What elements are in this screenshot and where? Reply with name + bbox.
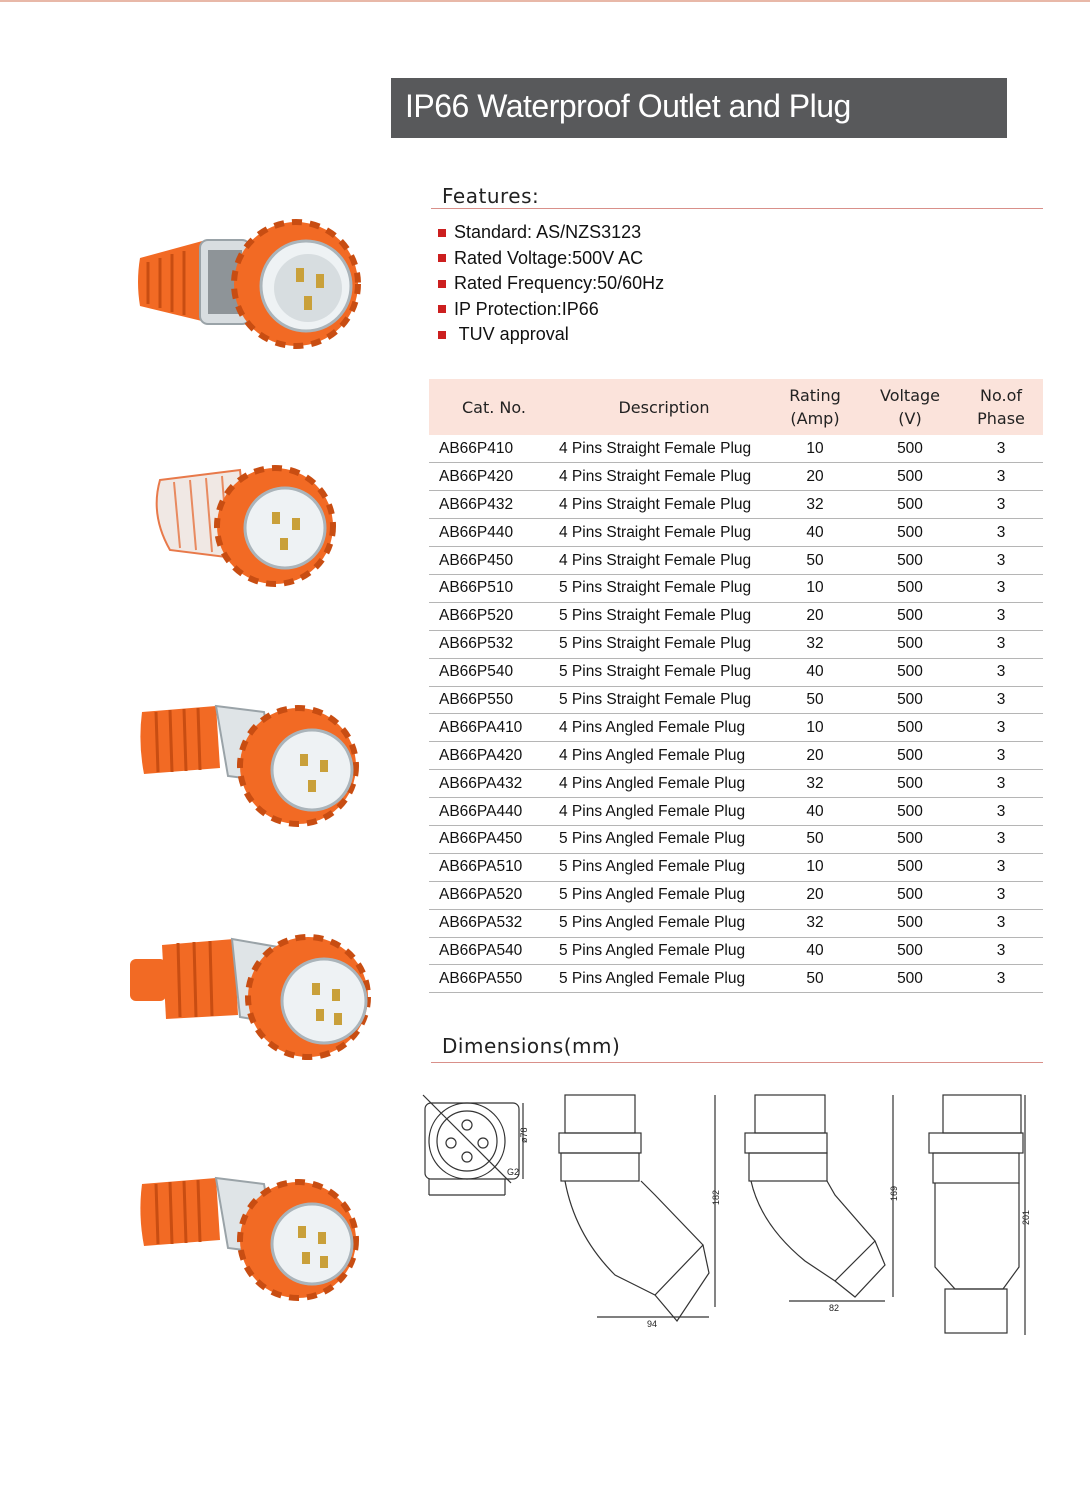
cell-description: 4 Pins Angled Female Plug [559, 770, 769, 798]
feature-item: IP Protection:IP66 [438, 297, 664, 323]
table-header-row [429, 379, 1043, 435]
cell-phase: 3 [959, 491, 1043, 519]
cell-description: 4 Pins Straight Female Plug [559, 547, 769, 575]
table-row [429, 770, 1043, 798]
dim-label-h2: 169 [889, 1185, 899, 1201]
feature-item: TUV approval [438, 322, 664, 348]
dimensions-heading: Dimensions(mm) [442, 1034, 621, 1058]
cell-voltage: 500 [861, 937, 959, 965]
cell-cat-no: AB66PA420 [429, 742, 559, 770]
cell-rating: 40 [769, 798, 861, 826]
table-row [429, 547, 1043, 575]
table-row [429, 825, 1043, 853]
cell-description: 5 Pins Angled Female Plug [559, 825, 769, 853]
table-row [429, 658, 1043, 686]
angled-plug-photo-icon [140, 706, 356, 824]
table-row [429, 686, 1043, 714]
cell-cat-no: AB66PA410 [429, 714, 559, 742]
table-row [429, 714, 1043, 742]
top-border-line [0, 0, 1090, 2]
bullet-square-icon [438, 305, 446, 313]
cell-description: 5 Pins Angled Female Plug [559, 853, 769, 881]
feature-item: Standard: AS/NZS3123 [438, 220, 664, 246]
cell-description: 5 Pins Straight Female Plug [559, 630, 769, 658]
cell-cat-no: AB66P432 [429, 491, 559, 519]
table-row [429, 519, 1043, 547]
cell-phase: 3 [959, 937, 1043, 965]
cell-rating: 32 [769, 491, 861, 519]
cell-rating: 10 [769, 574, 861, 602]
product-photo-2 [150, 460, 340, 590]
table-row [429, 630, 1043, 658]
front-view-drawing [423, 1095, 523, 1195]
cell-phase: 3 [959, 602, 1043, 630]
cell-cat-no: AB66PA540 [429, 937, 559, 965]
cell-rating: 20 [769, 742, 861, 770]
straight-plug-photo-icon [138, 222, 358, 346]
cell-cat-no: AB66P532 [429, 630, 559, 658]
spec-table [429, 379, 1043, 993]
cell-description: 5 Pins Straight Female Plug [559, 602, 769, 630]
col-rating: Rating (Amp) [789, 386, 841, 428]
cell-cat-no: AB66P510 [429, 574, 559, 602]
cell-cat-no: AB66PA432 [429, 770, 559, 798]
cell-description: 5 Pins Angled Female Plug [559, 965, 769, 993]
table-row [429, 909, 1043, 937]
table-row [429, 742, 1043, 770]
cell-description: 4 Pins Straight Female Plug [559, 491, 769, 519]
cell-cat-no: AB66P440 [429, 519, 559, 547]
bullet-square-icon [438, 254, 446, 262]
table-row [429, 435, 1043, 463]
cell-phase: 3 [959, 519, 1043, 547]
bullet-square-icon [438, 229, 446, 237]
cell-description: 5 Pins Straight Female Plug [559, 574, 769, 602]
cell-description: 5 Pins Angled Female Plug [559, 937, 769, 965]
cell-description: 5 Pins Angled Female Plug [559, 909, 769, 937]
cell-cat-no: AB66P420 [429, 463, 559, 491]
side-view-2-drawing [745, 1095, 893, 1301]
cell-description: 4 Pins Straight Female Plug [559, 435, 769, 463]
table-row [429, 574, 1043, 602]
dim-label-h1: 182 [711, 1189, 721, 1205]
cell-rating: 10 [769, 714, 861, 742]
dimension-drawing [415, 1085, 1045, 1345]
cell-voltage: 500 [861, 547, 959, 575]
product-photo-3 [136, 698, 364, 828]
product-photo-4 [128, 933, 376, 1061]
cell-rating: 40 [769, 658, 861, 686]
cell-rating: 20 [769, 463, 861, 491]
cell-cat-no: AB66PA450 [429, 825, 559, 853]
cell-voltage: 500 [861, 658, 959, 686]
cell-rating: 50 [769, 547, 861, 575]
cell-phase: 3 [959, 770, 1043, 798]
cell-cat-no: AB66P410 [429, 435, 559, 463]
cell-voltage: 500 [861, 825, 959, 853]
cell-phase: 3 [959, 909, 1043, 937]
cell-voltage: 500 [861, 463, 959, 491]
cell-cat-no: AB66PA440 [429, 798, 559, 826]
cell-phase: 3 [959, 742, 1043, 770]
feature-item: Rated Frequency:50/60Hz [438, 271, 664, 297]
cell-voltage: 500 [861, 742, 959, 770]
cell-voltage: 500 [861, 909, 959, 937]
table-row [429, 881, 1043, 909]
cell-cat-no: AB66P550 [429, 686, 559, 714]
cell-description: 4 Pins Straight Female Plug [559, 519, 769, 547]
features-divider [431, 208, 1043, 209]
cell-cat-no: AB66P520 [429, 602, 559, 630]
cell-phase: 3 [959, 686, 1043, 714]
page-title: IP66 Waterproof Outlet and Plug [405, 88, 851, 124]
dim-label-h3: 201 [1021, 1209, 1031, 1225]
dim-label-gland: G2 [507, 1167, 520, 1177]
cell-description: 5 Pins Angled Female Plug [559, 881, 769, 909]
cell-description: 4 Pins Angled Female Plug [559, 714, 769, 742]
col-voltage: Voltage (V) [879, 386, 940, 428]
cell-phase: 3 [959, 881, 1043, 909]
cell-description: 5 Pins Straight Female Plug [559, 686, 769, 714]
angled-plug-photo-icon [130, 937, 368, 1057]
straight-plug-photo-icon [157, 468, 333, 584]
cell-cat-no: AB66PA520 [429, 881, 559, 909]
cell-phase: 3 [959, 825, 1043, 853]
cell-voltage: 500 [861, 686, 959, 714]
cell-phase: 3 [959, 435, 1043, 463]
title-bar [391, 78, 1007, 138]
bullet-square-icon [438, 331, 446, 339]
col-description: Description [618, 397, 710, 417]
product-photo-1 [136, 218, 361, 353]
cell-rating: 32 [769, 770, 861, 798]
cell-description: 4 Pins Angled Female Plug [559, 798, 769, 826]
cell-cat-no: AB66PA550 [429, 965, 559, 993]
col-cat-no: Cat. No. [462, 397, 526, 417]
cell-phase: 3 [959, 853, 1043, 881]
table-row [429, 853, 1043, 881]
cell-voltage: 500 [861, 491, 959, 519]
cell-cat-no: AB66PA510 [429, 853, 559, 881]
cell-cat-no: AB66PA532 [429, 909, 559, 937]
cell-voltage: 500 [861, 602, 959, 630]
table-row [429, 602, 1043, 630]
dim-label-w1: 94 [647, 1319, 658, 1329]
cell-phase: 3 [959, 463, 1043, 491]
table-row [429, 937, 1043, 965]
features-list [438, 220, 664, 348]
cell-rating: 32 [769, 909, 861, 937]
cell-description: 4 Pins Angled Female Plug [559, 742, 769, 770]
cell-cat-no: AB66P450 [429, 547, 559, 575]
cell-voltage: 500 [861, 965, 959, 993]
dim-label-diameter: ø78 [519, 1127, 529, 1143]
cell-phase: 3 [959, 574, 1043, 602]
cell-voltage: 500 [861, 881, 959, 909]
cell-rating: 10 [769, 853, 861, 881]
cell-phase: 3 [959, 630, 1043, 658]
cell-rating: 40 [769, 937, 861, 965]
feature-item: Rated Voltage:500V AC [438, 246, 664, 272]
dim-label-w2: 82 [829, 1303, 840, 1313]
cell-phase: 3 [959, 714, 1043, 742]
table-row [429, 798, 1043, 826]
straight-view-drawing [929, 1095, 1025, 1335]
cell-rating: 32 [769, 630, 861, 658]
table-row [429, 463, 1043, 491]
cell-voltage: 500 [861, 714, 959, 742]
cell-rating: 50 [769, 965, 861, 993]
cell-voltage: 500 [861, 853, 959, 881]
cell-voltage: 500 [861, 770, 959, 798]
cell-rating: 50 [769, 686, 861, 714]
table-row [429, 965, 1043, 993]
cell-phase: 3 [959, 798, 1043, 826]
cell-description: 4 Pins Straight Female Plug [559, 463, 769, 491]
cell-voltage: 500 [861, 630, 959, 658]
cell-phase: 3 [959, 965, 1043, 993]
dimensions-divider [431, 1062, 1043, 1063]
cell-voltage: 500 [861, 574, 959, 602]
cell-rating: 10 [769, 435, 861, 463]
cell-rating: 50 [769, 825, 861, 853]
angled-plug-photo-icon [140, 1178, 356, 1298]
cell-rating: 20 [769, 602, 861, 630]
cell-description: 5 Pins Straight Female Plug [559, 658, 769, 686]
cell-phase: 3 [959, 658, 1043, 686]
cell-rating: 40 [769, 519, 861, 547]
bullet-square-icon [438, 280, 446, 288]
col-phase: No.of Phase [977, 386, 1025, 428]
cell-rating: 20 [769, 881, 861, 909]
cell-voltage: 500 [861, 519, 959, 547]
features-heading: Features: [442, 184, 540, 208]
cell-voltage: 500 [861, 435, 959, 463]
side-view-1-drawing [559, 1095, 715, 1321]
product-photo-5 [136, 1170, 364, 1302]
table-row [429, 491, 1043, 519]
cell-phase: 3 [959, 547, 1043, 575]
cell-voltage: 500 [861, 798, 959, 826]
cell-cat-no: AB66P540 [429, 658, 559, 686]
